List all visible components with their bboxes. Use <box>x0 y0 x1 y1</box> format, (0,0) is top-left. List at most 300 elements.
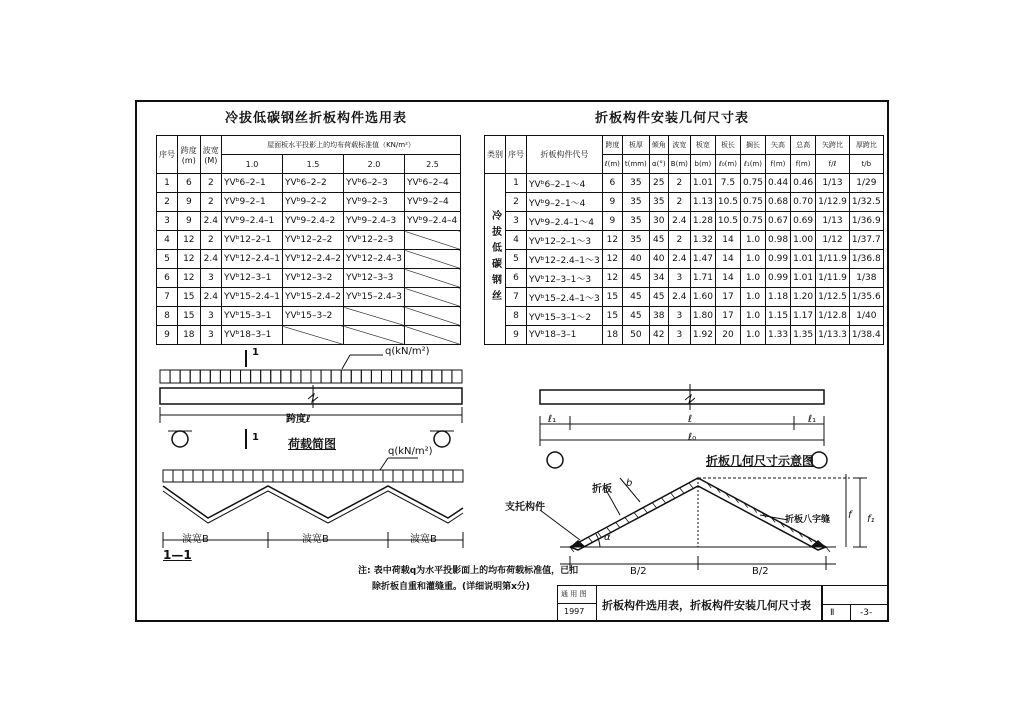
cell-width: 3 <box>200 326 221 345</box>
wave-label-2: 波宽B <box>302 534 329 545</box>
rt-col-5: 倾角 <box>649 136 668 155</box>
table-row <box>157 193 461 212</box>
selection-table <box>156 135 461 345</box>
cell-no: 1 <box>506 174 527 193</box>
cell-code: YVᵇ12–2.4–1～3 <box>527 250 603 269</box>
cell-no: 1 <box>157 174 178 193</box>
cell-span: 18 <box>602 326 622 345</box>
load-block <box>301 370 311 383</box>
cell-fl: 1/11.9 <box>816 250 850 269</box>
cell-B: 3 <box>668 326 690 345</box>
table-row <box>157 250 461 269</box>
cell-code: YVᵇ15–2.4–1～3 <box>527 288 603 307</box>
cell-b: 1.28 <box>690 212 715 231</box>
cell-f: 0.99 <box>766 269 791 288</box>
load-block <box>453 470 463 482</box>
b-label: b <box>626 478 633 489</box>
cell-c3: YVᵇ15–2.4–3 <box>344 288 405 307</box>
tb-label: 通 用 图 <box>561 590 587 598</box>
l0-label: ℓ₀ <box>688 432 697 443</box>
hatch-line <box>625 517 629 522</box>
load-block <box>293 470 303 482</box>
cell-no: 2 <box>157 193 178 212</box>
cell-l1: 0.75 <box>740 174 765 193</box>
cell-tb: 1/36.9 <box>849 212 883 231</box>
cell-c4 <box>405 269 461 288</box>
cell-tb: 1/40 <box>849 307 883 326</box>
cell-fl: 1/13.3 <box>816 326 850 345</box>
tb-title: 折板构件选用表，折板构件安装几何尺寸表 <box>602 599 811 612</box>
rt-unit-4: t(mm) <box>622 155 649 174</box>
load-col-3: 2.5 <box>405 155 461 174</box>
table-row <box>157 326 461 345</box>
section-title: 1—1 <box>163 548 192 562</box>
cell-l1: 0.75 <box>740 212 765 231</box>
cell-code: YVᵇ9–2–1～4 <box>527 193 603 212</box>
rt-unit-6: B(m) <box>668 155 690 174</box>
rt-col-4: 板厚 <box>622 136 649 155</box>
table-row <box>157 212 461 231</box>
hatch-line <box>689 483 693 488</box>
rt-col-11: 总高 <box>791 136 816 155</box>
cell-t: 45 <box>622 269 649 288</box>
cell-l0: 14 <box>715 250 740 269</box>
load-block <box>363 470 373 482</box>
load-block <box>190 370 200 383</box>
cell-tb: 1/37.7 <box>849 231 883 250</box>
rt-col-1: 序号 <box>506 136 527 174</box>
cell-no: 2 <box>506 193 527 212</box>
cell-span: 12 <box>178 269 201 288</box>
cell-width: 3 <box>200 307 221 326</box>
cell-h: 1.01 <box>791 250 816 269</box>
cell-a: 40 <box>649 250 668 269</box>
cell-tb: 1/36.8 <box>849 250 883 269</box>
cell-span: 15 <box>602 288 622 307</box>
cell-c3: YVᵇ12–3–3 <box>344 269 405 288</box>
load-col-0: 1.0 <box>222 155 283 174</box>
table-row <box>485 288 884 307</box>
table-row <box>485 174 884 193</box>
cell-h: 0.69 <box>791 212 816 231</box>
load-block <box>210 370 220 383</box>
cell-no: 5 <box>506 250 527 269</box>
load-block <box>432 370 442 383</box>
cell-no: 5 <box>157 250 178 269</box>
cell-b: 1.92 <box>690 326 715 345</box>
rt-col-2: 折板构件代号 <box>527 136 603 174</box>
cell-no: 9 <box>157 326 178 345</box>
rt-col-0: 类别 <box>485 136 506 174</box>
rt-unit-12: f/ℓ <box>816 155 850 174</box>
load-block <box>273 470 283 482</box>
load-block <box>422 370 432 383</box>
cell-c2: YVᵇ9–2–2 <box>283 193 344 212</box>
cell-no: 3 <box>157 212 178 231</box>
load-block <box>170 370 180 383</box>
load-block <box>412 370 422 383</box>
rt-col-9: 搁长 <box>740 136 765 155</box>
load-block <box>213 470 223 482</box>
cell-h: 0.70 <box>791 193 816 212</box>
load-block <box>351 370 361 383</box>
cell-t: 35 <box>622 231 649 250</box>
cell-c2: YVᵇ15–2.4–2 <box>283 288 344 307</box>
load-block <box>442 370 452 383</box>
cell-h: 1.00 <box>791 231 816 250</box>
cell-fl: 1/12.8 <box>816 307 850 326</box>
cell-c3: YVᵇ9–2–3 <box>344 193 405 212</box>
cell-t: 35 <box>622 212 649 231</box>
cell-code: YVᵇ18–3–1 <box>527 326 603 345</box>
half-b-left: B/2 <box>630 566 647 577</box>
cell-span: 12 <box>602 250 622 269</box>
cell-width: 2.4 <box>200 250 221 269</box>
cell-l0: 20 <box>715 326 740 345</box>
tb-page: -3- <box>860 608 873 618</box>
cell-f: 0.67 <box>766 212 791 231</box>
cell-no: 3 <box>506 212 527 231</box>
cell-span: 9 <box>602 193 622 212</box>
load-block <box>321 370 331 383</box>
rt-col-6: 波宽 <box>668 136 690 155</box>
load-block <box>323 470 333 482</box>
rt-col-7: 板宽 <box>690 136 715 155</box>
l-label: ℓ <box>688 414 693 425</box>
cell-c2: YVᵇ12–2–2 <box>283 231 344 250</box>
section-load-label: q(kN/m²) <box>388 446 433 457</box>
note <box>358 563 578 595</box>
geometry-table <box>484 135 884 345</box>
cell-c1: YVᵇ9–2–1 <box>222 193 283 212</box>
cell-no: 6 <box>157 269 178 288</box>
load-block <box>283 470 293 482</box>
cell-c4 <box>405 288 461 307</box>
cell-a: 38 <box>649 307 668 326</box>
cell-tb: 1/32.5 <box>849 193 883 212</box>
cell-c2: YVᵇ12–3–2 <box>283 269 344 288</box>
cell-a: 45 <box>649 231 668 250</box>
hatch-line <box>616 522 620 527</box>
cell-c3: YVᵇ12–2.4–3 <box>344 250 405 269</box>
cell-span: 18 <box>178 326 201 345</box>
cell-no: 7 <box>157 288 178 307</box>
load-block <box>383 470 393 482</box>
table-row <box>485 307 884 326</box>
cell-span: 6 <box>602 174 622 193</box>
load-block <box>402 370 412 383</box>
cell-c4 <box>405 231 461 250</box>
cell-no: 4 <box>157 231 178 250</box>
load-block <box>311 370 321 383</box>
cell-fl: 1/13 <box>816 174 850 193</box>
cell-width: 2 <box>200 231 221 250</box>
cell-f: 1.15 <box>766 307 791 326</box>
cell-no: 7 <box>506 288 527 307</box>
cell-c4 <box>405 250 461 269</box>
cell-h: 1.01 <box>791 269 816 288</box>
right-table-title: 折板构件安装几何尺寸表 <box>595 111 750 126</box>
cell-t: 45 <box>622 307 649 326</box>
cell-width: 2.4 <box>200 288 221 307</box>
cell-span: 12 <box>178 231 201 250</box>
cell-span: 12 <box>602 231 622 250</box>
load-block <box>253 470 263 482</box>
load-block <box>291 370 301 383</box>
table-row <box>485 250 884 269</box>
load-col-2: 2.0 <box>344 155 405 174</box>
cell-width: 2.4 <box>200 212 221 231</box>
rt-unit-13: t/b <box>849 155 883 174</box>
rt-col-8: 板长 <box>715 136 740 155</box>
title-block <box>557 585 889 622</box>
cell-l0: 14 <box>715 231 740 250</box>
cell-f: 0.99 <box>766 250 791 269</box>
cell-b: 1.60 <box>690 288 715 307</box>
cell-l1: 1.0 <box>740 269 765 288</box>
hatch-line <box>826 547 830 552</box>
load-block <box>341 370 351 383</box>
note-line-1: 注: 表中荷载q为水平投影面上的均布荷载标准值，已扣 <box>358 566 579 576</box>
cell-l1: 0.75 <box>740 193 765 212</box>
cell-l1: 1.0 <box>740 250 765 269</box>
cell-fl: 1/12.9 <box>816 193 850 212</box>
cell-a: 35 <box>649 193 668 212</box>
cell-t: 45 <box>622 288 649 307</box>
cell-no: 8 <box>506 307 527 326</box>
rt-unit-10: f(m) <box>766 155 791 174</box>
cell-fl: 1/13 <box>816 212 850 231</box>
cell-c1: YVᵇ12–2–1 <box>222 231 283 250</box>
alpha-label: α <box>604 532 611 543</box>
rt-unit-3: ℓ(m) <box>602 155 622 174</box>
hatch-line <box>643 508 647 513</box>
cell-c4 <box>405 326 461 345</box>
cell-h: 1.35 <box>791 326 816 345</box>
cell-code: YVᵇ12–2–1～3 <box>527 231 603 250</box>
load-block <box>263 470 273 482</box>
cell-l1: 1.0 <box>740 307 765 326</box>
hatch-line <box>661 498 665 503</box>
cell-l0: 17 <box>715 307 740 326</box>
cell-c2: YVᵇ15–3–2 <box>283 307 344 326</box>
load-block <box>333 470 343 482</box>
load-block <box>331 370 341 383</box>
cell-width: 2 <box>200 193 221 212</box>
cell-c1: YVᵇ12–2.4–1 <box>222 250 283 269</box>
cell-width: 2 <box>200 174 221 193</box>
cell-t: 35 <box>622 193 649 212</box>
table-row <box>485 212 884 231</box>
table-row <box>157 288 461 307</box>
cell-c3: YVᵇ12–2–3 <box>344 231 405 250</box>
load-block <box>160 370 170 383</box>
cell-B: 3 <box>668 307 690 326</box>
cell-span: 9 <box>602 212 622 231</box>
cell-c1: YVᵇ9–2.4–1 <box>222 212 283 231</box>
load-block <box>353 470 363 482</box>
rt-col-13: 厚跨比 <box>849 136 883 155</box>
cell-f: 0.98 <box>766 231 791 250</box>
load-block <box>203 470 213 482</box>
cell-t: 35 <box>622 174 649 193</box>
wave-label-3: 波宽B <box>410 534 437 545</box>
load-block <box>371 370 381 383</box>
cell-no: 6 <box>506 269 527 288</box>
cell-b: 1.13 <box>690 193 715 212</box>
rt-unit-11: f(m) <box>791 155 816 174</box>
cell-no: 9 <box>506 326 527 345</box>
cell-c1: YVᵇ12–3–1 <box>222 269 283 288</box>
tb-year: 1997 <box>564 607 585 616</box>
load-block <box>303 470 313 482</box>
col-span: 跨度 (m) <box>178 136 201 174</box>
cell-code: YVᵇ15–3–1～2 <box>527 307 603 326</box>
load-col-1: 1.5 <box>283 155 344 174</box>
cell-b: 1.32 <box>690 231 715 250</box>
cell-B: 2 <box>668 193 690 212</box>
table-row <box>157 231 461 250</box>
cell-span: 15 <box>602 307 622 326</box>
cell-l1: 1.0 <box>740 231 765 250</box>
left-table-title: 冷拔低碳钢丝折板构件选用表 <box>225 111 408 126</box>
cell-span: 15 <box>178 307 201 326</box>
section-mark-bottom: 1 <box>252 432 259 443</box>
cell-c1: YVᵇ18–3–1 <box>222 326 283 345</box>
cell-B: 2 <box>668 231 690 250</box>
cell-a: 25 <box>649 174 668 193</box>
cell-no: 4 <box>506 231 527 250</box>
hatch-line <box>597 532 601 537</box>
load-block <box>281 370 291 383</box>
cell-c1: YVᵇ15–3–1 <box>222 307 283 326</box>
hatch-line <box>634 513 638 518</box>
cell-span: 15 <box>178 288 201 307</box>
hatch-line <box>671 493 675 498</box>
load-block <box>403 470 413 482</box>
cell-a: 42 <box>649 326 668 345</box>
hatch-line <box>680 488 684 493</box>
rt-col-3: 跨度 <box>602 136 622 155</box>
cell-a: 45 <box>649 288 668 307</box>
cell-B: 2.4 <box>668 212 690 231</box>
cell-code: YVᵇ9–2.4–1～4 <box>527 212 603 231</box>
cell-span: 6 <box>178 174 201 193</box>
load-block <box>413 470 423 482</box>
wave-label-1: 波宽B <box>182 534 209 545</box>
load-block <box>393 470 403 482</box>
load-block <box>392 370 402 383</box>
load-block <box>261 370 271 383</box>
cell-fl: 1/11.9 <box>816 269 850 288</box>
table-row <box>157 269 461 288</box>
plate-label: 折板 <box>592 484 612 495</box>
cell-tb: 1/38.4 <box>849 326 883 345</box>
l1-right: ℓ₁ <box>808 414 817 425</box>
cell-span: 9 <box>178 212 201 231</box>
load-block <box>163 470 173 482</box>
cell-c2: YVᵇ12–2.4–2 <box>283 250 344 269</box>
rt-col-10: 矢高 <box>766 136 791 155</box>
load-block <box>271 370 281 383</box>
hatch-line <box>652 503 656 508</box>
cell-c4 <box>405 307 461 326</box>
category-label: 冷拔低碳钢丝 <box>489 209 501 306</box>
load-block <box>183 470 193 482</box>
load-block <box>193 470 203 482</box>
load-block <box>230 370 240 383</box>
l1-left: ℓ₁ <box>548 414 557 425</box>
load-block <box>452 370 462 383</box>
cell-f: 0.68 <box>766 193 791 212</box>
f-label: f <box>848 510 852 521</box>
load-block <box>200 370 210 383</box>
cell-t: 50 <box>622 326 649 345</box>
cell-f: 0.44 <box>766 174 791 193</box>
load-block <box>241 370 251 383</box>
table-row <box>485 326 884 345</box>
load-block <box>443 470 453 482</box>
rt-unit-5: α(°) <box>649 155 668 174</box>
cell-c4: YVᵇ9–2.4–4 <box>405 212 461 231</box>
cell-c2: YVᵇ6–2–2 <box>283 174 344 193</box>
load-block <box>313 470 323 482</box>
cell-l1: 1.0 <box>740 326 765 345</box>
joint-label: 折板八字缝 <box>785 515 831 525</box>
col-seq: 序号 <box>157 136 178 174</box>
load-block <box>373 470 383 482</box>
cell-l0: 17 <box>715 288 740 307</box>
cell-fl: 1/12 <box>816 231 850 250</box>
cell-width: 3 <box>200 269 221 288</box>
cell-B: 2.4 <box>668 288 690 307</box>
cell-B: 2 <box>668 174 690 193</box>
cell-span: 12 <box>178 250 201 269</box>
cell-b: 1.47 <box>690 250 715 269</box>
load-block <box>343 470 353 482</box>
table-row <box>157 307 461 326</box>
load-diagram-title: 荷载简图 <box>288 437 337 451</box>
rt-unit-8: ℓ₀(m) <box>715 155 740 174</box>
rt-unit-9: ℓ₁(m) <box>740 155 765 174</box>
cell-tb: 1/29 <box>849 174 883 193</box>
load-block <box>243 470 253 482</box>
cell-span: 9 <box>178 193 201 212</box>
half-b-right: B/2 <box>752 566 769 577</box>
cell-c1: YVᵇ15–2.4–1 <box>222 288 283 307</box>
cell-l0: 14 <box>715 269 740 288</box>
cell-B: 3 <box>668 269 690 288</box>
load-block <box>361 370 371 383</box>
cell-c2 <box>283 326 344 345</box>
cell-b: 1.01 <box>690 174 715 193</box>
cell-l0: 7.5 <box>715 174 740 193</box>
cell-c2: YVᵇ9–2.4–2 <box>283 212 344 231</box>
cell-span: 12 <box>602 269 622 288</box>
load-block <box>381 370 391 383</box>
load-block <box>433 470 443 482</box>
cell-c1: YVᵇ6–2–1 <box>222 174 283 193</box>
cell-h: 0.46 <box>791 174 816 193</box>
table-row <box>485 231 884 250</box>
table-row <box>157 174 461 193</box>
cell-h: 1.20 <box>791 288 816 307</box>
load-block <box>180 370 190 383</box>
cell-code: YVᵇ12–3–1～3 <box>527 269 603 288</box>
span-label: 跨度ℓ <box>286 414 311 425</box>
load-block <box>173 470 183 482</box>
load-block <box>423 470 433 482</box>
